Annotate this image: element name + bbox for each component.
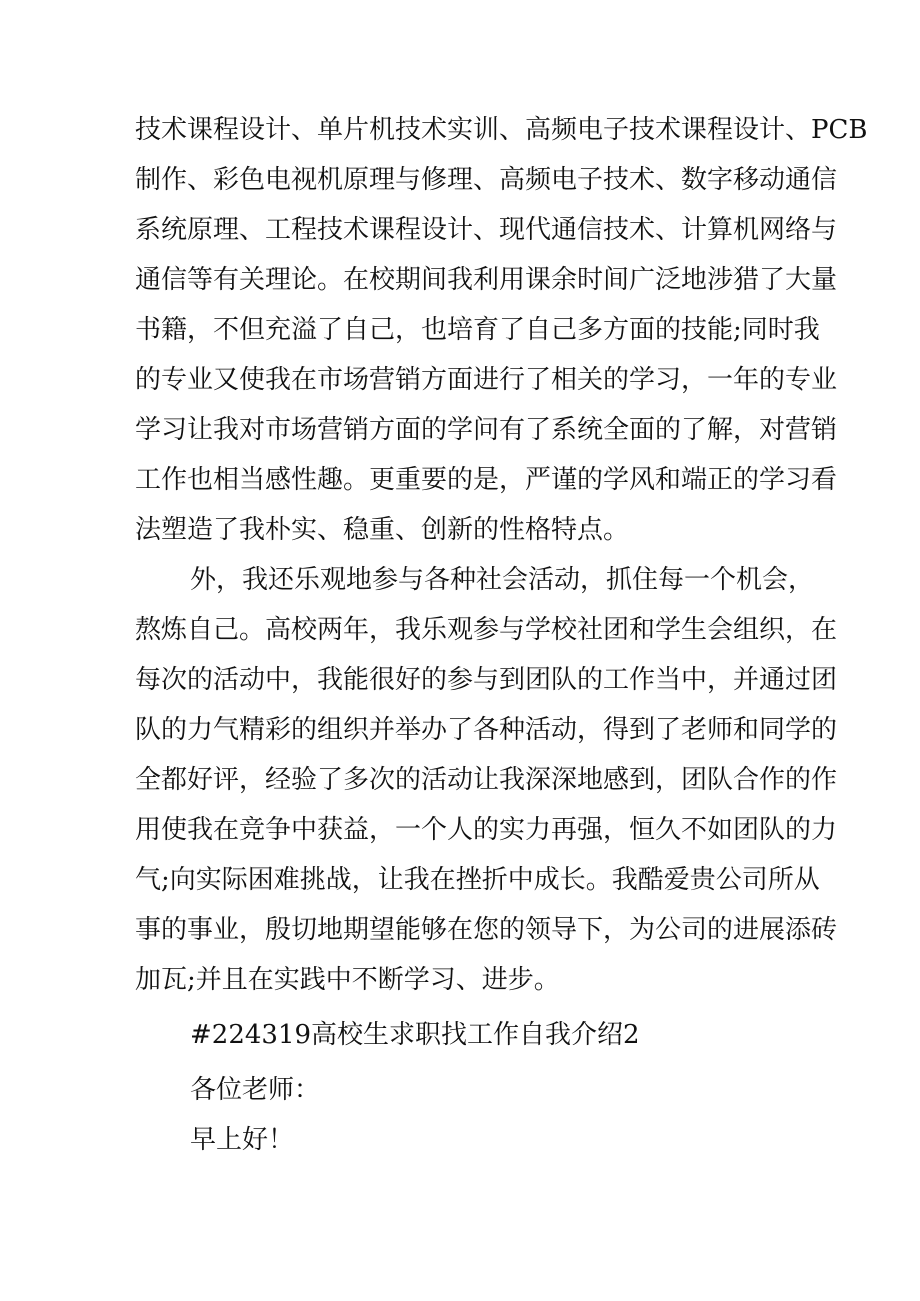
paragraph-line: 用使我在竞争中获益，一个人的实力再强，恒久不如团队的力: [135, 815, 838, 845]
salutation: 各位老师：: [190, 1075, 321, 1105]
paragraph-line: 技术课程设计、单片机技术实训、高频电子技术课程设计、PCB: [135, 115, 868, 145]
paragraph-line: 法塑造了我朴实、稳重、创新的性格特点。: [135, 515, 630, 545]
paragraph-line: 制作、彩色电视机原理与修理、高频电子技术、数字移动通信: [135, 165, 838, 195]
paragraph-line: 队的力气精彩的组织并举办了各种活动，得到了老师和同学的: [135, 715, 838, 745]
section-heading: #224319高校生求职找工作自我介绍2: [190, 1020, 640, 1050]
paragraph-line: 事的事业，殷切地期望能够在您的领导下，为公司的进展添砖: [135, 915, 838, 945]
paragraph-line: 书籍，不但充溢了自己，也培育了自己多方面的技能;同时我: [135, 315, 820, 345]
paragraph-line: 全都好评，经验了多次的活动让我深深地感到，团队合作的作: [135, 765, 838, 795]
paragraph-line: 工作也相当感性趣。更重要的是，严谨的学风和端正的学习看: [135, 465, 838, 495]
paragraph-line: 系统原理、工程技术课程设计、现代通信技术、计算机网络与: [135, 215, 838, 245]
paragraph-line: 的专业又使我在市场营销方面进行了相关的学习，一年的专业: [135, 365, 838, 395]
paragraph-line: 熬炼自己。高校两年，我乐观参与学校社团和学生会组织，在: [135, 615, 838, 645]
paragraph-line: 每次的活动中，我能很好的参与到团队的工作当中，并通过团: [135, 665, 838, 695]
paragraph-line: 外，我还乐观地参与各种社会活动，抓住每一个机会，: [190, 565, 815, 595]
greeting: 早上好！: [190, 1125, 295, 1155]
paragraph-line: 气;向实际困难挑战，让我在挫折中成长。我酷爱贵公司所从: [135, 865, 820, 895]
paragraph-line: 通信等有关理论。在校期间我利用课余时间广泛地涉猎了大量: [135, 265, 838, 295]
paragraph-line: 加瓦;并且在实践中不断学习、进步。: [135, 965, 560, 995]
paragraph-line: 学习让我对市场营销方面的学问有了系统全面的了解，对营销: [135, 415, 838, 445]
